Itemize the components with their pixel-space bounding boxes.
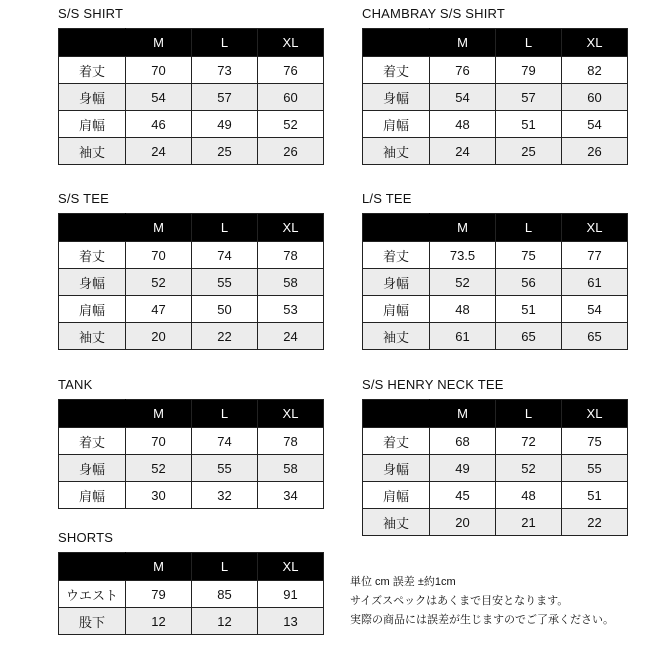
measurement-value-cell: 74 bbox=[192, 242, 258, 269]
table-row bbox=[59, 428, 324, 455]
table-row bbox=[59, 455, 324, 482]
measurement-label-cell: 着丈 bbox=[59, 428, 126, 455]
measurement-value-cell: 58 bbox=[258, 269, 324, 296]
table-row bbox=[363, 84, 628, 111]
header-blank-cell bbox=[363, 214, 430, 242]
header-blank-cell bbox=[59, 553, 126, 581]
size-table bbox=[58, 28, 324, 165]
measurement-value-cell: 52 bbox=[430, 269, 496, 296]
measurement-value-cell: 20 bbox=[126, 323, 192, 350]
measurement-value-cell: 61 bbox=[430, 323, 496, 350]
measurement-value-cell: 75 bbox=[496, 242, 562, 269]
measurement-value-cell: 49 bbox=[430, 455, 496, 482]
table-title: L/S TEE bbox=[362, 191, 412, 206]
measurement-value-cell: 34 bbox=[258, 482, 324, 509]
measurement-value-cell: 91 bbox=[258, 581, 324, 608]
measurement-label-cell: 袖丈 bbox=[59, 138, 126, 165]
header-row bbox=[59, 214, 324, 242]
measurement-value-cell: 54 bbox=[430, 84, 496, 111]
size-table-ss-shirt bbox=[58, 6, 324, 165]
size-header-cell: XL bbox=[258, 553, 324, 581]
measurement-label-cell: 身幅 bbox=[363, 455, 430, 482]
table-row bbox=[59, 323, 324, 350]
table-title: CHAMBRAY S/S SHIRT bbox=[362, 6, 506, 21]
measurement-value-cell: 58 bbox=[258, 455, 324, 482]
measurement-value-cell: 65 bbox=[496, 323, 562, 350]
table-row bbox=[363, 455, 628, 482]
measurement-value-cell: 55 bbox=[192, 455, 258, 482]
header-row bbox=[363, 400, 628, 428]
measurement-label-cell: 身幅 bbox=[59, 84, 126, 111]
table-title: S/S TEE bbox=[58, 191, 110, 206]
size-header-cell: XL bbox=[258, 29, 324, 57]
measurement-value-cell: 82 bbox=[562, 57, 628, 84]
measurement-value-cell: 12 bbox=[192, 608, 258, 635]
measurement-value-cell: 78 bbox=[258, 428, 324, 455]
measurement-value-cell: 74 bbox=[192, 428, 258, 455]
measurement-value-cell: 57 bbox=[496, 84, 562, 111]
table-row bbox=[59, 57, 324, 84]
measurement-value-cell: 52 bbox=[258, 111, 324, 138]
measurement-value-cell: 48 bbox=[430, 296, 496, 323]
unit-note: 単位 cm 誤差 ±約1cm bbox=[350, 576, 456, 588]
table-row bbox=[59, 482, 324, 509]
header-blank-cell bbox=[363, 400, 430, 428]
measurement-value-cell: 49 bbox=[192, 111, 258, 138]
table-row bbox=[59, 296, 324, 323]
measurement-label-cell: 股下 bbox=[59, 608, 126, 635]
measurement-value-cell: 52 bbox=[126, 269, 192, 296]
size-table bbox=[58, 399, 324, 509]
size-table bbox=[362, 213, 628, 350]
measurement-value-cell: 13 bbox=[258, 608, 324, 635]
measurement-label-cell: 着丈 bbox=[59, 57, 126, 84]
measurement-label-cell: 身幅 bbox=[59, 269, 126, 296]
table-row bbox=[59, 269, 324, 296]
measurement-value-cell: 54 bbox=[562, 111, 628, 138]
header-row bbox=[59, 553, 324, 581]
measurement-label-cell: 肩幅 bbox=[363, 482, 430, 509]
measurement-label-cell: 着丈 bbox=[363, 428, 430, 455]
table-row bbox=[363, 57, 628, 84]
measurement-value-cell: 56 bbox=[496, 269, 562, 296]
measurement-value-cell: 30 bbox=[126, 482, 192, 509]
measurement-value-cell: 26 bbox=[258, 138, 324, 165]
size-header-cell: L bbox=[496, 214, 562, 242]
measurement-label-cell: 身幅 bbox=[363, 84, 430, 111]
table-title: S/S HENRY NECK TEE bbox=[362, 377, 504, 392]
size-header-cell: L bbox=[192, 553, 258, 581]
measurement-value-cell: 75 bbox=[562, 428, 628, 455]
measurement-value-cell: 53 bbox=[258, 296, 324, 323]
measurement-value-cell: 22 bbox=[192, 323, 258, 350]
measurement-label-cell: 着丈 bbox=[59, 242, 126, 269]
size-table-ss-henry-neck-tee bbox=[362, 377, 628, 536]
header-blank-cell bbox=[363, 29, 430, 57]
size-header-cell: XL bbox=[562, 400, 628, 428]
measurement-value-cell: 57 bbox=[192, 84, 258, 111]
measurement-label-cell: 袖丈 bbox=[363, 323, 430, 350]
measurement-value-cell: 47 bbox=[126, 296, 192, 323]
measurement-label-cell: 肩幅 bbox=[363, 111, 430, 138]
size-table-tank bbox=[58, 377, 324, 509]
measurement-value-cell: 51 bbox=[496, 296, 562, 323]
measurement-value-cell: 72 bbox=[496, 428, 562, 455]
table-row bbox=[363, 242, 628, 269]
measurement-value-cell: 52 bbox=[496, 455, 562, 482]
measurement-value-cell: 48 bbox=[430, 111, 496, 138]
size-header-cell: XL bbox=[562, 29, 628, 57]
measurement-value-cell: 24 bbox=[430, 138, 496, 165]
table-row bbox=[363, 296, 628, 323]
size-header-cell: M bbox=[126, 400, 192, 428]
measurement-value-cell: 12 bbox=[126, 608, 192, 635]
size-header-cell: L bbox=[496, 29, 562, 57]
measurement-value-cell: 48 bbox=[496, 482, 562, 509]
size-table bbox=[362, 399, 628, 536]
measurement-value-cell: 54 bbox=[562, 296, 628, 323]
measurement-value-cell: 50 bbox=[192, 296, 258, 323]
size-table-ls-tee bbox=[362, 191, 628, 350]
measurement-label-cell: 袖丈 bbox=[363, 509, 430, 536]
size-header-cell: XL bbox=[258, 214, 324, 242]
measurement-label-cell: 身幅 bbox=[363, 269, 430, 296]
header-blank-cell bbox=[59, 214, 126, 242]
table-row bbox=[59, 111, 324, 138]
measurement-value-cell: 73 bbox=[192, 57, 258, 84]
measurement-value-cell: 68 bbox=[430, 428, 496, 455]
size-header-cell: XL bbox=[562, 214, 628, 242]
measurement-label-cell: 肩幅 bbox=[59, 296, 126, 323]
measurement-value-cell: 60 bbox=[258, 84, 324, 111]
measurement-value-cell: 76 bbox=[258, 57, 324, 84]
header-row bbox=[59, 400, 324, 428]
size-header-cell: L bbox=[192, 400, 258, 428]
measurement-value-cell: 70 bbox=[126, 57, 192, 84]
measurement-value-cell: 46 bbox=[126, 111, 192, 138]
size-table bbox=[362, 28, 628, 165]
measurement-value-cell: 61 bbox=[562, 269, 628, 296]
measurement-value-cell: 32 bbox=[192, 482, 258, 509]
measurement-value-cell: 79 bbox=[496, 57, 562, 84]
size-header-cell: M bbox=[430, 214, 496, 242]
table-row bbox=[363, 428, 628, 455]
measurement-value-cell: 60 bbox=[562, 84, 628, 111]
header-row bbox=[363, 29, 628, 57]
header-row bbox=[363, 214, 628, 242]
size-header-cell: M bbox=[126, 214, 192, 242]
measurement-value-cell: 21 bbox=[496, 509, 562, 536]
measurement-label-cell: 着丈 bbox=[363, 242, 430, 269]
measurement-value-cell: 77 bbox=[562, 242, 628, 269]
measurement-label-cell: 肩幅 bbox=[59, 111, 126, 138]
variance-note: 実際の商品には誤差が生じますのでご了承ください。 bbox=[350, 614, 614, 626]
measurement-value-cell: 22 bbox=[562, 509, 628, 536]
measurement-label-cell: 袖丈 bbox=[59, 323, 126, 350]
table-row bbox=[59, 608, 324, 635]
measurement-value-cell: 25 bbox=[192, 138, 258, 165]
table-row bbox=[363, 509, 628, 536]
estimate-note: サイズスペックはあくまで目安となります。 bbox=[350, 595, 569, 607]
size-header-cell: XL bbox=[258, 400, 324, 428]
table-row bbox=[363, 138, 628, 165]
measurement-value-cell: 20 bbox=[430, 509, 496, 536]
size-table-chambray-ss-shirt bbox=[362, 6, 628, 165]
table-row bbox=[59, 84, 324, 111]
measurement-value-cell: 55 bbox=[562, 455, 628, 482]
size-notes bbox=[350, 573, 614, 630]
measurement-value-cell: 79 bbox=[126, 581, 192, 608]
table-title: SHORTS bbox=[58, 530, 114, 545]
measurement-value-cell: 85 bbox=[192, 581, 258, 608]
measurement-value-cell: 65 bbox=[562, 323, 628, 350]
size-table-shorts bbox=[58, 530, 324, 635]
size-header-cell: M bbox=[126, 553, 192, 581]
table-row bbox=[363, 323, 628, 350]
measurement-value-cell: 52 bbox=[126, 455, 192, 482]
table-row bbox=[59, 138, 324, 165]
size-header-cell: L bbox=[192, 214, 258, 242]
measurement-value-cell: 24 bbox=[258, 323, 324, 350]
table-row bbox=[363, 111, 628, 138]
size-header-cell: L bbox=[192, 29, 258, 57]
table-row bbox=[59, 242, 324, 269]
measurement-label-cell: 身幅 bbox=[59, 455, 126, 482]
measurement-label-cell: 袖丈 bbox=[363, 138, 430, 165]
measurement-value-cell: 45 bbox=[430, 482, 496, 509]
measurement-value-cell: 70 bbox=[126, 242, 192, 269]
size-header-cell: M bbox=[126, 29, 192, 57]
measurement-value-cell: 78 bbox=[258, 242, 324, 269]
measurement-value-cell: 24 bbox=[126, 138, 192, 165]
size-table bbox=[58, 552, 324, 635]
size-header-cell: M bbox=[430, 29, 496, 57]
measurement-value-cell: 76 bbox=[430, 57, 496, 84]
measurement-value-cell: 55 bbox=[192, 269, 258, 296]
size-header-cell: L bbox=[496, 400, 562, 428]
measurement-label-cell: ウエスト bbox=[59, 581, 126, 608]
size-table-ss-tee bbox=[58, 191, 324, 350]
measurement-value-cell: 25 bbox=[496, 138, 562, 165]
table-row bbox=[363, 482, 628, 509]
measurement-label-cell: 肩幅 bbox=[363, 296, 430, 323]
measurement-value-cell: 51 bbox=[496, 111, 562, 138]
table-title: TANK bbox=[58, 377, 93, 392]
table-row bbox=[363, 269, 628, 296]
table-row bbox=[59, 581, 324, 608]
header-blank-cell bbox=[59, 400, 126, 428]
measurement-label-cell: 着丈 bbox=[363, 57, 430, 84]
header-blank-cell bbox=[59, 29, 126, 57]
measurement-value-cell: 70 bbox=[126, 428, 192, 455]
measurement-value-cell: 73.5 bbox=[430, 242, 496, 269]
measurement-value-cell: 26 bbox=[562, 138, 628, 165]
measurement-value-cell: 54 bbox=[126, 84, 192, 111]
header-row bbox=[59, 29, 324, 57]
measurement-value-cell: 51 bbox=[562, 482, 628, 509]
size-table bbox=[58, 213, 324, 350]
measurement-label-cell: 肩幅 bbox=[59, 482, 126, 509]
size-header-cell: M bbox=[430, 400, 496, 428]
table-title: S/S SHIRT bbox=[58, 6, 124, 21]
